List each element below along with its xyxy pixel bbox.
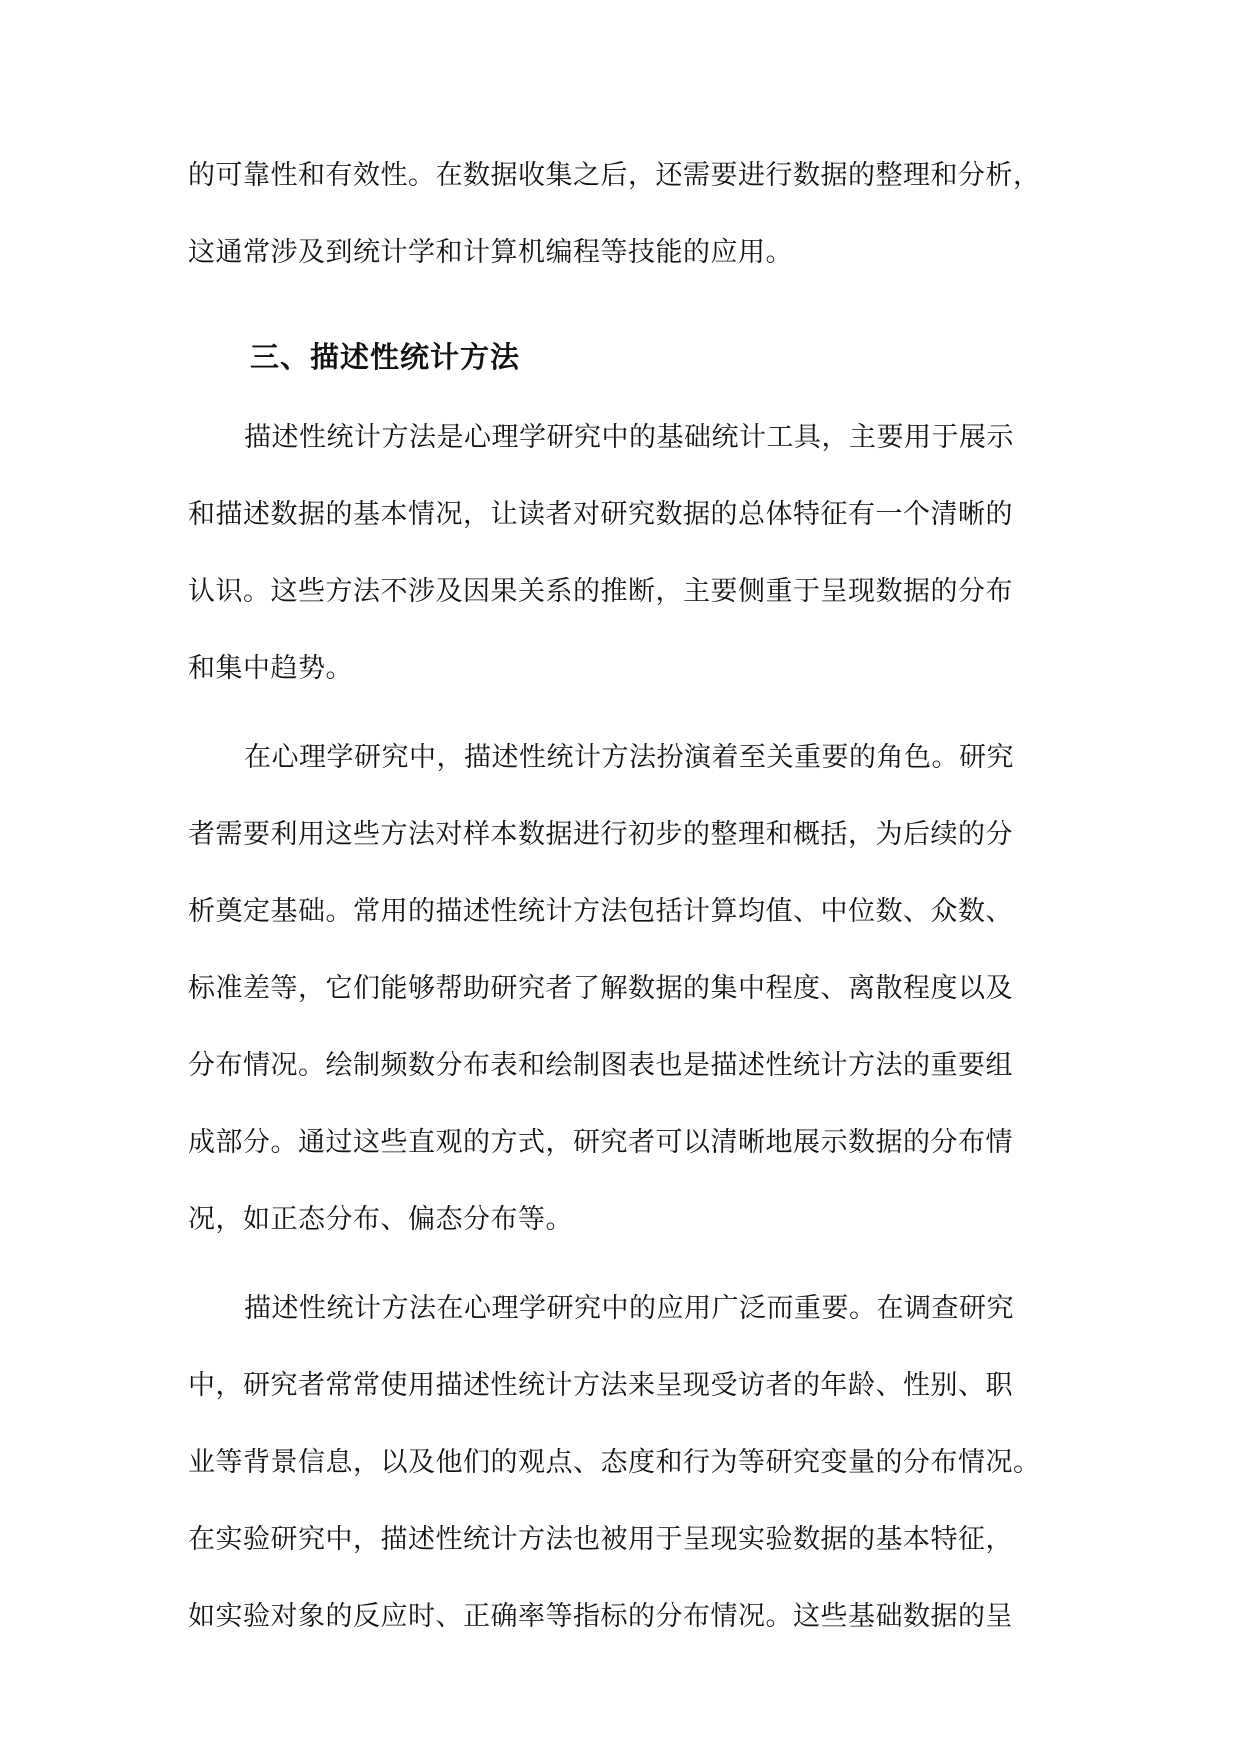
body-paragraph-2: 在心理学研究中，描述性统计方法扮演着至关重要的角色。研究 者需要利用这些方法对样本数据进行初步的整理和概括，为后续的分 析奠定基础。常用的描述性统计方法包括计算均值、中位数、众数、 标准差等，它们能够帮助研究者了解数据的集中程度、离散程度以及 分布情况。绘制频数分布表和绘制图表也是描述性统计方法的重要组 成部分。通过这些直观的方式，研究者可以清晰地展示数据的分布情 况，如正态分布、偏态分布等。 (188, 742, 1014, 1235)
continuation-paragraph: 的可靠性和有效性。在数据收集之后，还需要进行数据的整理和分析， 这通常涉及到统计学和计算机编程等技能的应用。 (188, 160, 1041, 268)
body-paragraph-1: 描述性统计方法是心理学研究中的基础统计工具，主要用于展示 和描述数据的基本情况，让读者对研究数据的总体特征有一个清晰的 认识。这些方法不涉及因果关系的推断，主要侧重于呈现数据的分布 和集中趋势。 (188, 422, 1014, 684)
section-heading: 三、描述性统计方法 (250, 340, 521, 374)
page-content (188, 137, 1056, 1655)
body-paragraph-3: 描述性统计方法在心理学研究中的应用广泛而重要。在调查研究 中，研究者常常使用描述性统计方法来呈现受访者的年龄、性别、职 业等背景信息，以及他们的观点、态度和行为等研究变量的分布情况。 在实验研究中，描述性统计方法也被用于呈现实验数据的基本特征， 如实验对象的反应时、正确率等指标的分布情况。这些基础数据的呈 (188, 1293, 1041, 1632)
